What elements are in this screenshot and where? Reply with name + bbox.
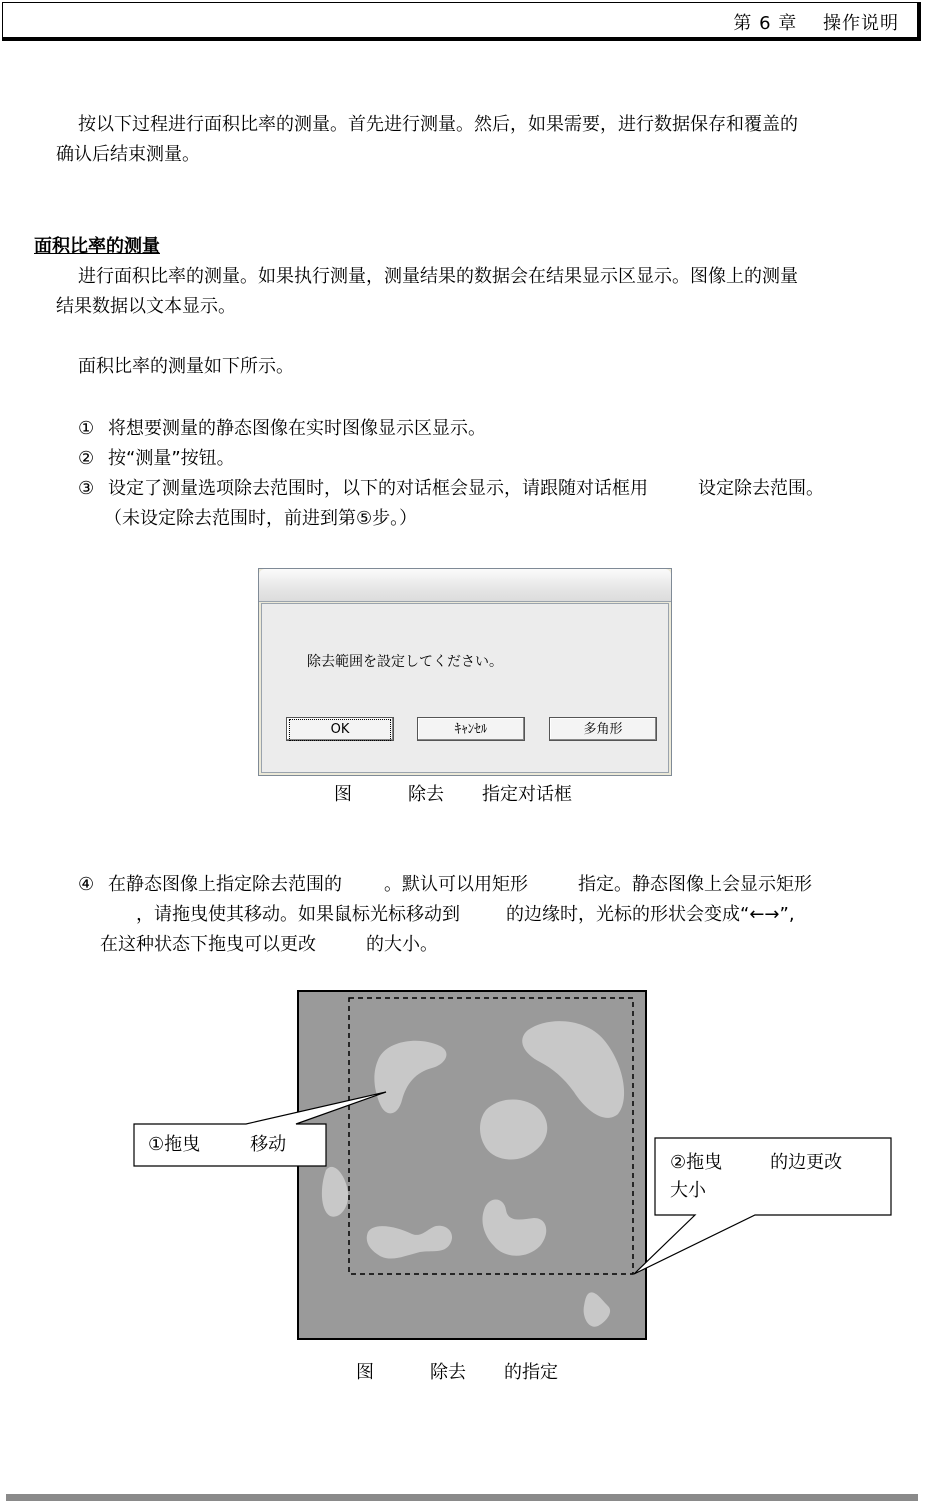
- callout-move-text: [148, 1131, 286, 1159]
- page-footer-bar: [6, 1494, 918, 1501]
- polygon-button[interactable]: 多角形: [549, 717, 657, 741]
- step-text: 设定了测量选项除去范围时，以下的对话框会显示，请跟随对话框用: [108, 478, 648, 499]
- section-para-line-2: 结果数据以文本显示。: [56, 296, 236, 317]
- callout-text-part: 的边更改: [770, 1152, 843, 1173]
- step-text: 指定。静态图像上会显示矩形: [578, 874, 812, 895]
- step-text: 在这种状态下拖曳可以更改: [100, 934, 316, 955]
- callout-text-part: ①拖曳: [148, 1134, 201, 1155]
- section-para-2: 面积比率的测量如下所示。: [78, 356, 294, 377]
- intro-line-2: 确认后结束测量。: [56, 144, 200, 165]
- step-text: 将想要测量的静态图像在实时图像显示区显示。: [108, 418, 486, 439]
- step-number: ④: [78, 874, 95, 895]
- intro-line-1: 按以下过程进行面积比率的测量。首先进行测量。然后，如果需要，进行数据保存和覆盖的: [78, 114, 798, 135]
- step-3-note: （未设定除去范围时，前进到第⑤步。）: [104, 508, 418, 529]
- caption-part: 除去: [430, 1362, 466, 1383]
- caption-part: 除去: [408, 784, 444, 805]
- callout-resize-text: [670, 1149, 842, 1205]
- section-title: 面积比率的测量: [34, 236, 160, 257]
- step-text: 的大小。: [366, 934, 438, 955]
- callout-text-part: ②拖曳: [670, 1152, 723, 1173]
- callout-text-part: 移动: [250, 1134, 287, 1155]
- section-para-line-1: 进行面积比率的测量。如果执行测量，测量结果的数据会在结果显示区显示。图像上的测量: [78, 266, 798, 287]
- step-text: 的边缘时，光标的形状会变成“←→”,: [506, 904, 795, 925]
- step-number: ②: [78, 448, 95, 469]
- step-number: ③: [78, 478, 95, 499]
- callout-text-part: 大小: [670, 1180, 706, 1201]
- step-number: ①: [78, 418, 95, 439]
- caption-prefix: 图: [356, 1362, 374, 1383]
- step-text: 设定除去范围。: [698, 478, 824, 499]
- chapter-title: 第 6 章 操作说明: [733, 13, 899, 34]
- caption-part: 指定对话框: [482, 784, 572, 805]
- ok-button[interactable]: OK: [286, 717, 394, 741]
- step-text: 按“测量”按钮。: [108, 448, 235, 469]
- step-text: 。默认可以用矩形: [384, 874, 528, 895]
- step-text: 在静态图像上指定除去范围的: [108, 874, 342, 895]
- cancel-button[interactable]: ｷｬﾝｾﾙ: [417, 717, 525, 741]
- step-text: ，请拖曳使其移动。如果鼠标光标移动到: [136, 904, 460, 925]
- figure-caption-2: [356, 1358, 558, 1384]
- dialog-message: 除去範囲を設定してください。: [307, 654, 503, 670]
- caption-prefix: 图: [334, 784, 352, 805]
- caption-part: 的指定: [504, 1362, 558, 1383]
